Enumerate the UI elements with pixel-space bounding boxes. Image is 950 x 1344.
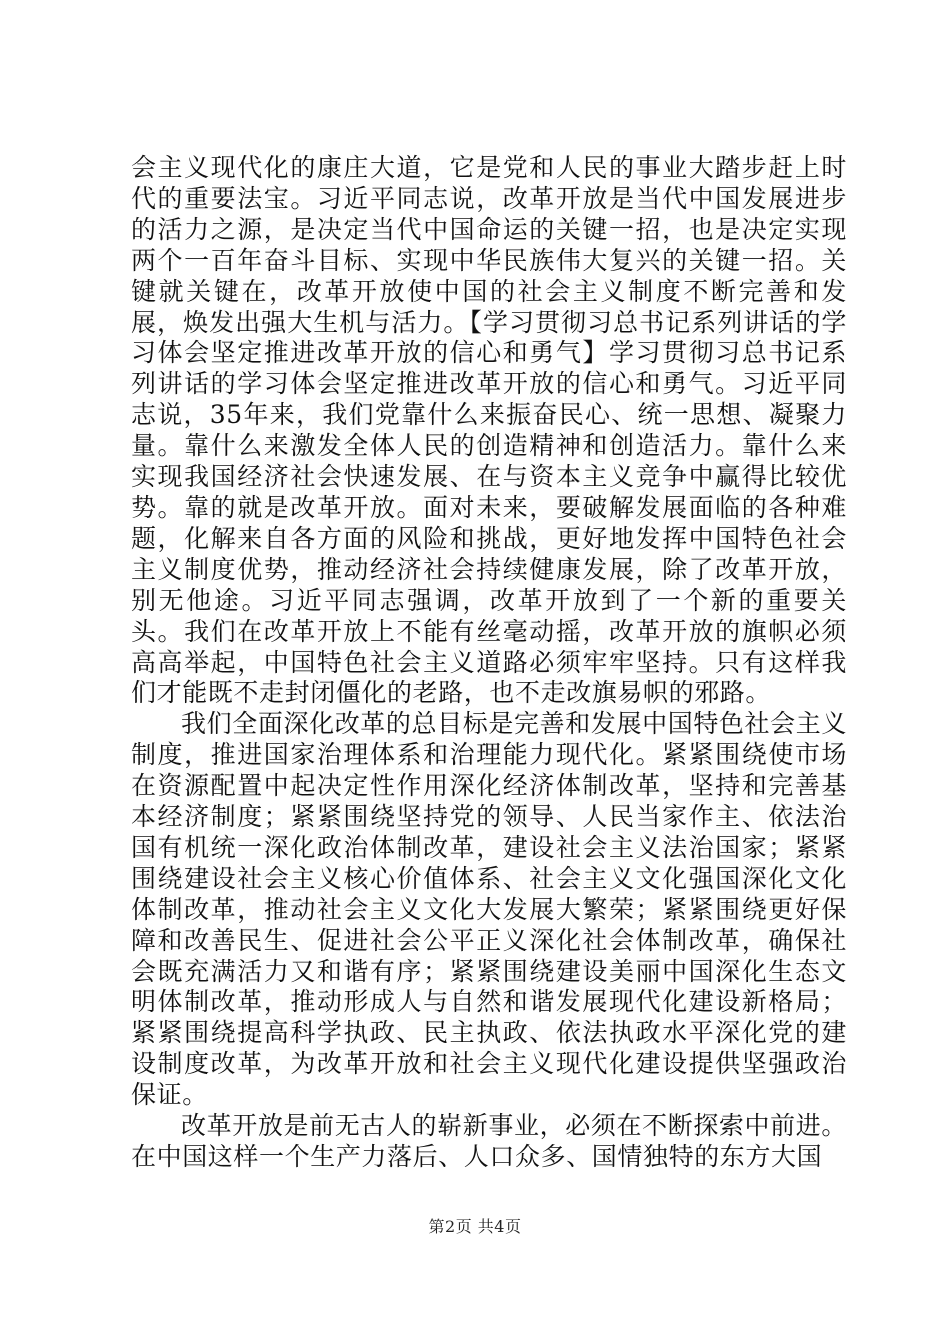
document-body (131, 153, 847, 1173)
paragraph-1: 会主义现代化的康庄大道，它是党和人民的事业大踏步赶上时代的重要法宝。习近平同志说，改革开放是当代中国发展进步的活力之源，是决定当代中国命运的关键一招，也是决定实现两个一百年奋斗目标、实现中华民族伟大复兴的关键一招。关键就关键在，改革开放使中国的社会主义制度不断完善和发展，焕发出强大生机与活力。【学习贯彻习总书记系列讲话的学习体会坚定推进改革开放的信心和勇气】学习贯彻习总书记系列讲话的学习体会坚定推进改革开放的信心和勇气。习近平同志说，35年来，我们党靠什么来振奋民心、统一思想、凝聚力量。靠什么来激发全体人民的创造精神和创造活力。靠什么来实现我国经济社会快速发展、在与资本主义竞争中赢得比较优势。靠的就是改革开放。面对未来，要破解发展面临的各种难题，化解来自各方面的风险和挑战，更好地发挥中国特色社会主义制度优势，推动经济社会持续健康发展，除了改革开放，别无他途。习近平同志强调，改革开放到了一个新的重要关头。我们在改革开放上不能有丝毫动摇，改革开放的旗帜必须高高举起，中国特色社会主义道路必须牢牢坚持。只有这样我们才能既不走封闭僵化的老路，也不走改旗易帜的邪路。 (131, 153, 847, 708)
paragraph-2: 我们全面深化改革的总目标是完善和发展中国特色社会主义制度，推进国家治理体系和治理能力现代化。紧紧围绕使市场在资源配置中起决定性作用深化经济体制改革，坚持和完善基本经济制度；紧紧围绕坚持党的领导、人民当家作主、依法治国有机统一深化政治体制改革，建设社会主义法治国家；紧紧围绕建设社会主义核心价值体系、社会主义文化强国深化文化体制改革，推动社会主义文化大发展大繁荣；紧紧围绕更好保障和改善民生、促进社会公平正义深化社会体制改革，确保社会既充满活力又和谐有序；紧紧围绕建设美丽中国深化生态文明体制改革，推动形成人与自然和谐发展现代化建设新格局；紧紧围绕提高科学执政、民主执政、依法执政水平深化党的建设制度改革，为改革开放和社会主义现代化建设提供坚强政治保证。 (131, 709, 847, 1110)
paragraph-3: 改革开放是前无古人的崭新事业，必须在不断探索中前进。在中国这样一个生产力落后、人口众多、国情独特的东方大国 (131, 1111, 847, 1171)
page-number-footer: 第2页 共4页 (428, 1217, 522, 1236)
